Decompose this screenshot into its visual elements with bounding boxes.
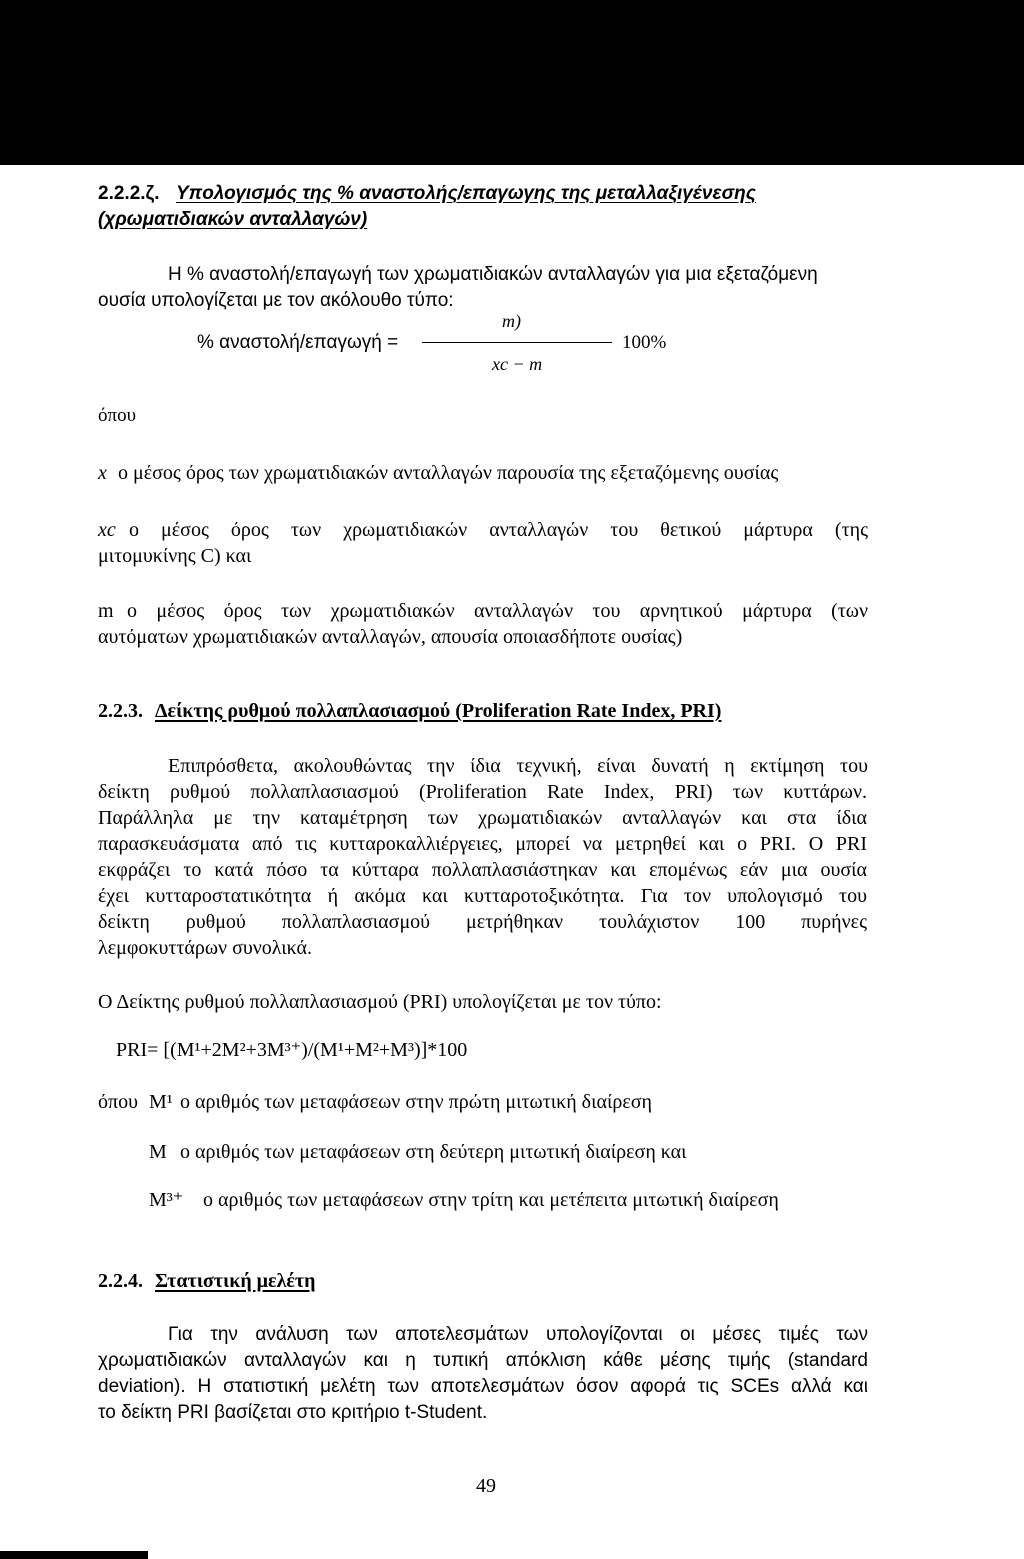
def-symbol-xc: xc	[98, 519, 116, 541]
fraction-bar	[422, 342, 612, 343]
pri-formula-intro: Ο Δείκτης ρυθμού πολλαπλασιασμού (PRI) υπολογίζεται με τον τύπο:	[98, 991, 662, 1013]
para-224-line4: το δείκτη PRI βασίζεται στο κριτήριο t-Student.	[98, 1402, 488, 1423]
pri-def-prefix: όπου	[98, 1091, 138, 1113]
para-223-line1: Επιπρόσθετα, ακολουθώντας την ίδια τεχνική, είναι δυνατή η εκτίμηση του	[168, 755, 868, 777]
formula-numerator: m)	[502, 311, 521, 331]
para-224-line2: χρωματιδιακών ανταλλαγών και η τυπική απόκλιση κάθε μέσης τιμής (standard	[98, 1350, 868, 1371]
section-number: 2.2.2.ζ.	[98, 183, 160, 204]
scan-edge-mark	[0, 1551, 148, 1559]
pri-def-text-m1: ο αριθμός των μεταφάσεων στην πρώτη μιτωτική διαίρεση	[180, 1091, 652, 1113]
para-223-line2: δείκτη ρυθμού πολλαπλασιασμού (Proliferation Rate Index, PRI) των κυττάρων.	[98, 781, 867, 803]
para-223-line7: δείκτη ρυθμού πολλαπλασιασμού μετρήθηκαν τουλάχιστον 100 πυρήνες	[98, 911, 867, 933]
para-223-line6: έχει κυτταροστατικότητα ή ακόμα και κυτταροτοξικότητα. Για τον υπολογισμό του	[98, 885, 867, 907]
pri-def-symbol-m1: M¹	[149, 1091, 173, 1113]
section-224-number: 2.2.4.	[98, 1270, 143, 1292]
section-title-line1: Υπολογισμός της % αναστολής/επαγωγης της μεταλλαξιγένεσης	[176, 183, 756, 204]
formula-multiplier: 100%	[622, 332, 667, 353]
formula-lhs: % αναστολή/επαγωγή =	[197, 332, 399, 353]
formula-denominator: xc − m	[492, 354, 543, 374]
para-223-line5: εκφράζει το κατά πόσο τα κύτταρα πολλαπλασιάστηκαν και επομένως εάν μια ουσία	[98, 859, 867, 881]
section-title-line2: (χρωματιδιακών ανταλλαγών)	[98, 209, 368, 230]
pri-def-symbol-m2: M	[149, 1141, 167, 1163]
intro-line2: ουσία υπολογίζεται με τον ακόλουθο τύπο:	[98, 290, 454, 311]
page-number: 49	[476, 1475, 496, 1497]
def-text-xc-line1: ο μέσος όρος των χρωματιδιακών ανταλλαγών του θετικού μάρτυρα (της	[129, 519, 868, 541]
def-symbol-x: x	[98, 462, 107, 484]
def-text-x: ο μέσος όρος των χρωματιδιακών ανταλλαγών παρουσία της εξεταζόμενης ουσίας	[118, 462, 779, 484]
section-223-number: 2.2.3.	[98, 700, 143, 722]
def-text-m-line2: αυτόματων χρωματιδιακών ανταλλαγών, απουσία οποιασδήποτε ουσίας)	[98, 626, 683, 648]
pri-formula: PRI= [(M¹+2M²+3M³⁺)/(M¹+M²+M³)]*100	[116, 1039, 468, 1061]
def-text-xc-line2: μιτομυκίνης C) και	[98, 545, 252, 567]
pri-def-symbol-m3: M³⁺	[149, 1189, 184, 1211]
para-223-line3: Παράλληλα με την καταμέτρηση των χρωματιδιακών ανταλλαγών και στα ίδια	[98, 807, 867, 829]
section-224-title: Στατιστική μελέτη	[155, 1270, 316, 1292]
intro-line1: Η % αναστολή/επαγωγή των χρωματιδιακών ανταλλαγών για μια εξεταζόμενη	[168, 264, 818, 285]
para-223-line4: παρασκευάσματα από τις κυτταροκαλλιέργειες, μπορεί να μετρηθεί και ο PRI. Ο PRI	[98, 833, 867, 855]
para-223-line8: λεμφοκυττάρων συνολικά.	[98, 937, 313, 959]
para-224-line3: deviation). Η στατιστική μελέτη των αποτελεσμάτων όσον αφορά τις SCEs αλλά και	[98, 1376, 868, 1397]
pri-def-text-m3: ο αριθμός των μεταφάσεων στην τρίτη και μετέπειτα μιτωτική διαίρεση	[203, 1189, 779, 1211]
def-symbol-m: m	[98, 600, 114, 622]
pri-def-text-m2: ο αριθμός των μεταφάσεων στη δεύτερη μιτωτική διαίρεση και	[180, 1141, 687, 1163]
scan-dark-band	[0, 0, 1024, 165]
def-text-m-line1: ο μέσος όρος των χρωματιδιακών ανταλλαγών του αρνητικού μάρτυρα (των	[127, 600, 868, 622]
where-label: όπου	[98, 405, 136, 426]
section-223-title: Δείκτης ρυθμού πολλαπλασιασμού (Proliferation Rate Index, PRI)	[155, 700, 722, 722]
para-224-line1: Για την ανάλυση των αποτελεσμάτων υπολογίζονται οι μέσες τιμές των	[168, 1324, 868, 1345]
